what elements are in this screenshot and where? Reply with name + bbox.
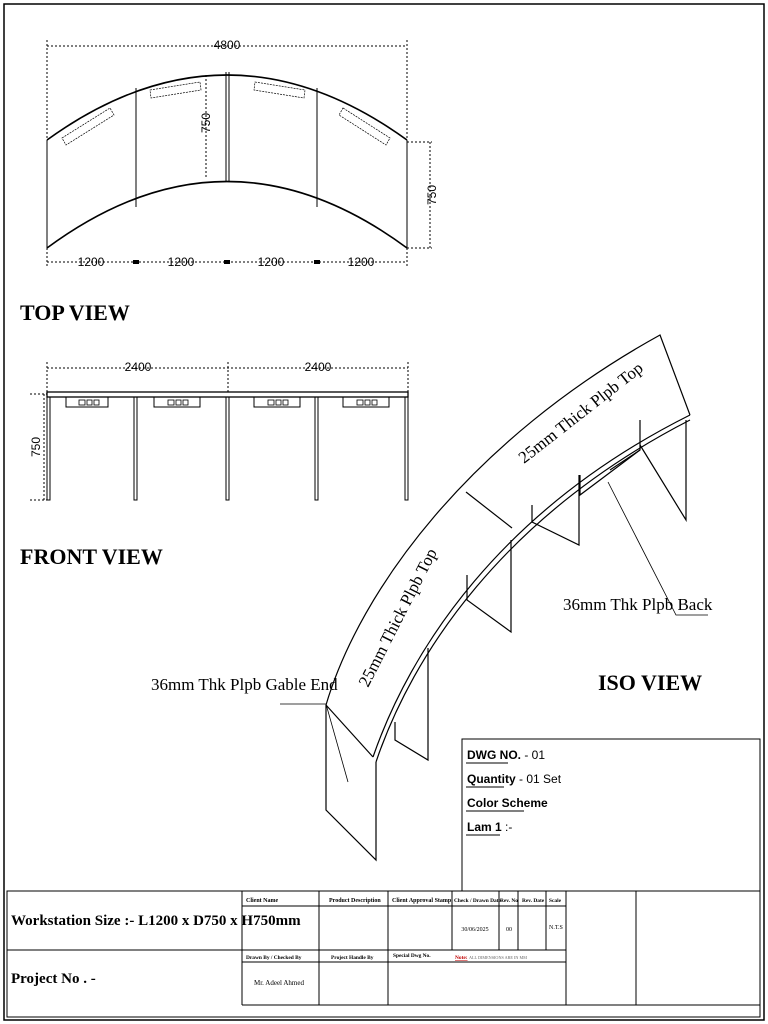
lam-label: Lam 1	[467, 820, 502, 834]
front-view-title: FRONT VIEW	[20, 544, 163, 569]
top-view-segment-1: 1200	[77, 255, 105, 269]
front-view-sockets	[79, 400, 377, 405]
dwg-no	[467, 748, 545, 762]
note-label: Note:	[455, 955, 468, 961]
front-view-height-dimension: 750	[29, 436, 43, 458]
color-scheme-label: Color Scheme	[467, 796, 548, 810]
lam-value: :-	[501, 820, 513, 834]
top-view-segment-2: 1200	[167, 255, 195, 269]
iso-top-label-1: 25mm Thick Plpb Top	[354, 545, 441, 690]
front-view-width-1: 2400	[124, 360, 152, 374]
top-view-drawing	[47, 40, 432, 268]
scale-header: Scale	[549, 898, 561, 904]
title-block-grid	[7, 891, 760, 1017]
iso-top-label-2: 25mm Thick Plpb Top	[514, 358, 647, 468]
quantity-value: - 01 Set	[515, 772, 562, 786]
iso-view-title: ISO VIEW	[598, 670, 703, 695]
drawn-by-header: Drawn By / Checked By	[246, 955, 302, 961]
top-view-overall-dimension: 4800	[213, 38, 241, 52]
scale-value: N.T.S	[549, 925, 563, 931]
front-view-drawing	[30, 362, 408, 500]
rev-no-value: 00	[506, 927, 512, 933]
date-value: 30/06/2025	[461, 927, 489, 933]
workstation-size: Workstation Size :- L1200 x D750 x H750mm	[11, 913, 301, 929]
iso-leader-lines	[280, 482, 708, 782]
top-view-depth-dimension: 750	[199, 112, 213, 134]
special-dwg-no-header: Special Dwg No.	[393, 953, 431, 959]
rev-date-header: Rev. Date	[522, 898, 545, 904]
quantity	[467, 772, 562, 786]
project-no: Project No . -	[11, 971, 96, 987]
dwg-no-value: - 01	[521, 748, 546, 762]
quantity-label: Quantity	[467, 772, 516, 786]
project-handle-by-header: Project Handle By	[331, 955, 374, 961]
rev-no-header: Rev. No	[500, 898, 518, 904]
sheet-border	[4, 4, 764, 1020]
drawn-by-value: Mr. Adeel Ahmed	[254, 979, 304, 987]
top-view-side-dimension: 750	[425, 184, 439, 206]
top-view-segment-4: 1200	[347, 255, 375, 269]
lam	[467, 820, 512, 834]
top-view-title: TOP VIEW	[20, 300, 130, 325]
dwg-no-label: DWG NO.	[467, 748, 521, 762]
iso-gable-label: 36mm Thk Plpb Gable End	[151, 675, 338, 694]
client-approval-stamp-header: Client Approval Stamp	[392, 898, 452, 904]
product-description-header: Product Description	[329, 898, 381, 904]
note	[455, 955, 527, 961]
front-view-width-2: 2400	[304, 360, 332, 374]
top-view-segment-3: 1200	[257, 255, 285, 269]
note-value: ALL DIMENSIONS ARE IN MM	[468, 955, 527, 960]
client-name-header: Client Name	[246, 898, 279, 904]
iso-back-label: 36mm Thk Plpb Back	[563, 595, 713, 614]
check-drawn-date-header: Check / Drawn Date	[454, 898, 501, 904]
